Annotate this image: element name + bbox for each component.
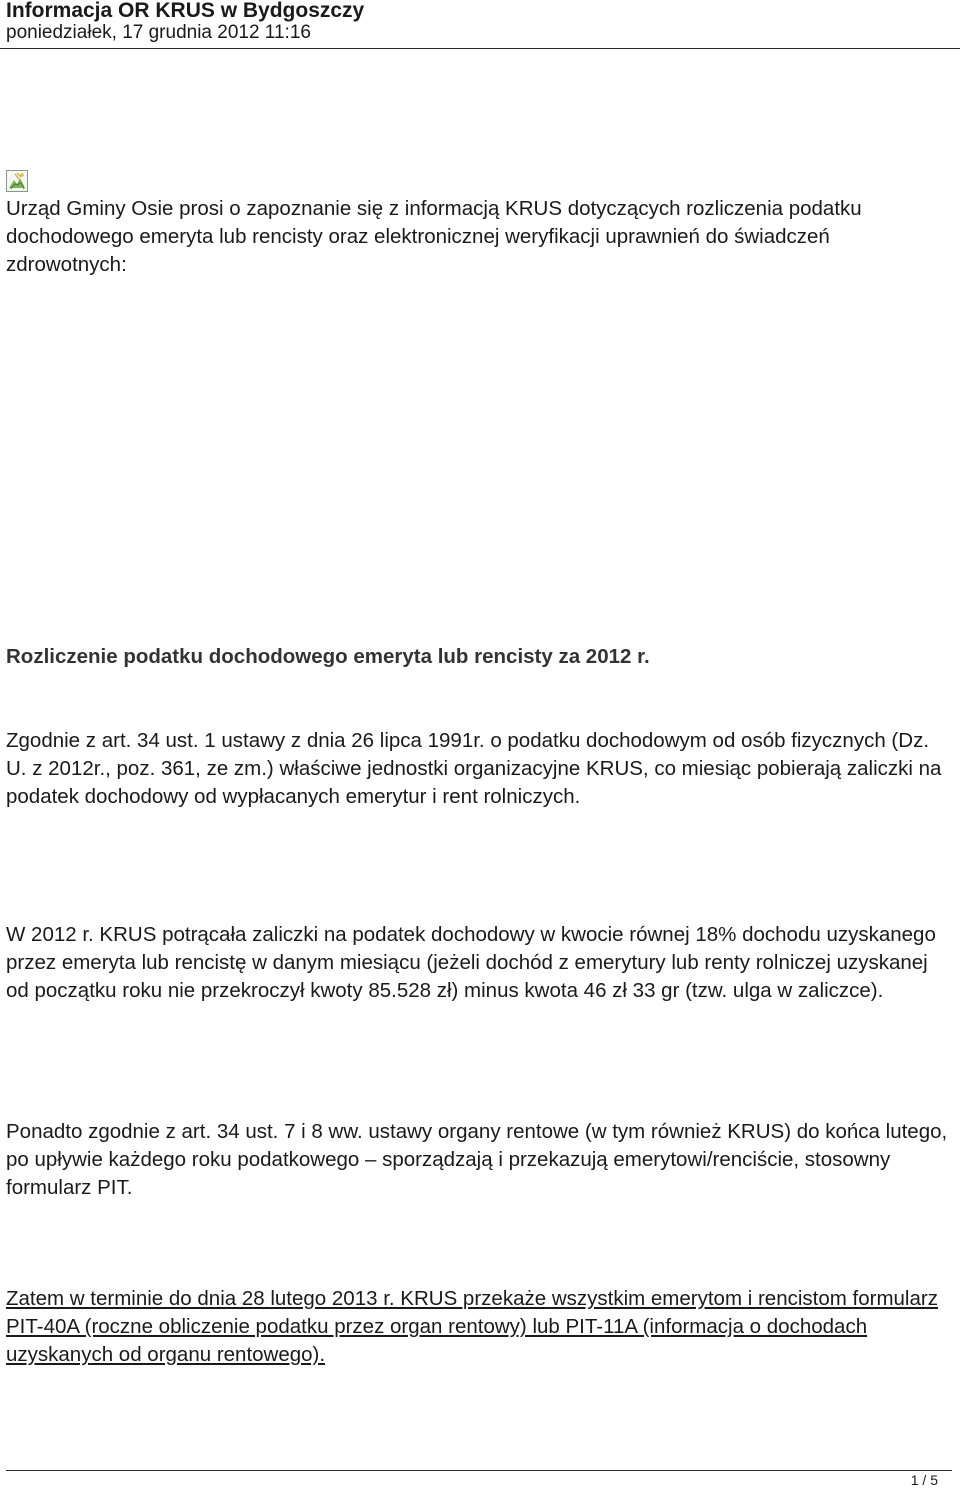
image-placeholder-icon bbox=[6, 170, 28, 192]
paragraph-legal-basis: Zgodnie z art. 34 ust. 1 ustawy z dnia 26 lipca 1991r. o podatku dochodowym od osób fizycznych (Dz. U. z 2012r., poz. 361, ze zm.) właściwe jednostki organizacyjne KRUS, co miesiąc pobierają zaliczki na podatek dochodowy od wypłacanych emerytur i rent rolniczych. bbox=[6, 729, 942, 808]
section-heading: Rozliczenie podatku dochodowego emeryta lub rencisty za 2012 r. bbox=[6, 645, 650, 668]
intro-paragraph: Urząd Gminy Osie prosi o zapoznanie się z informacją KRUS dotyczących rozliczenia podatku dochodowego emeryta lub rencisty oraz elektronicznej weryfikacji uprawnień do świadczeń zdrowotnych: bbox=[6, 197, 862, 276]
paragraph-2012-deductions: W 2012 r. KRUS potrącała zaliczki na podatek dochodowy w kwocie równej 18% dochodu uzyskanego przez emeryta lub rencistę w danym miesiącu (jeżeli dochód z emerytury lub renty rolniczej uzyskanej od początku roku nie przekroczył kwoty 85.528 zł) minus kwota 46 zł 33 gr (tzw. ulga w zaliczce). bbox=[6, 923, 936, 1002]
footer-divider bbox=[6, 1470, 952, 1471]
page-number: 1 / 5 bbox=[910, 1472, 938, 1488]
paragraph-pit-obligation: Ponadto zgodnie z art. 34 ust. 7 i 8 ww. ustawy organy rentowe (w tym również KRUS) do końca lutego, po upływie każdego roku podatkowego – sporządzają i przekazują emerytowi/renciście, stosowny formularz PIT. bbox=[6, 1120, 948, 1199]
header-divider bbox=[0, 48, 960, 49]
document-title: Informacja OR KRUS w Bydgoszczy bbox=[6, 0, 365, 22]
paragraph-pit-deadline: Zatem w terminie do dnia 28 lutego 2013 r. KRUS przekaże wszystkim emerytom i rencistom formularz PIT-40A (roczne obliczenie podatku przez organ rentowy) lub PIT-11A (informacja o dochodach uzyskanych od organu rentowego). bbox=[6, 1287, 938, 1366]
document-date: poniedziałek, 17 grudnia 2012 11:16 bbox=[6, 22, 311, 43]
